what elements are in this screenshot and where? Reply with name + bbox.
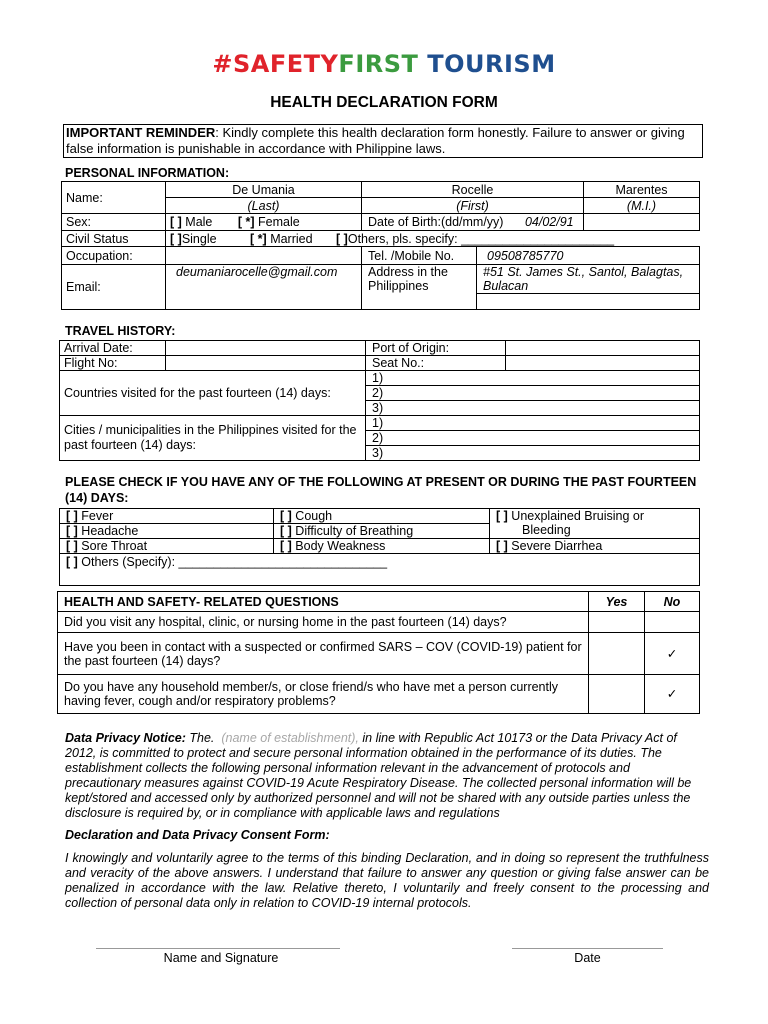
first-name-field[interactable]: Rocelle (362, 182, 584, 198)
symptom-sore-throat[interactable] (60, 539, 274, 554)
privacy-label: Data Privacy Notice: (65, 731, 186, 745)
address-extra-line[interactable] (477, 294, 700, 310)
travel-history-heading: TRAVEL HISTORY: (65, 324, 176, 338)
privacy-the: The. (185, 731, 215, 745)
port-origin-field[interactable] (506, 341, 700, 356)
weakness-checkbox[interactable]: [ ] (280, 539, 292, 553)
no-column-header: No (645, 592, 700, 612)
date-label: Date (574, 951, 601, 965)
male-checkbox[interactable]: [ ] (170, 215, 182, 229)
yes-column-header: Yes (589, 592, 645, 612)
travel-history-table (59, 340, 700, 461)
name-signature-line[interactable] (96, 948, 340, 949)
last-caption: (Last) (166, 198, 362, 214)
symptoms-table (59, 508, 700, 586)
city-2-field[interactable]: 2) (366, 431, 700, 446)
bruising-label: Unexplained Bruising or (507, 509, 645, 523)
diarrhea-checkbox[interactable]: [ ] (496, 539, 508, 553)
reminder-text: : Kindly complete this health declaration form honestly. Failure to answer or giving false information is punishable in accordance with Philippine laws. (66, 125, 685, 156)
q3-checkmark-icon: ✓ (666, 687, 678, 701)
middle-name-field[interactable]: Marentes (584, 182, 700, 198)
q3-yes-cell[interactable] (589, 675, 645, 714)
fever-checkbox[interactable]: [ ] (66, 509, 78, 523)
date-line[interactable] (512, 948, 663, 949)
breathing-label: Difficulty of Breathing (291, 524, 414, 538)
civil-status-label: Civil Status (62, 231, 166, 247)
form-title: HEALTH DECLARATION FORM (270, 94, 498, 111)
headache-checkbox[interactable]: [ ] (66, 524, 78, 538)
personal-info-table (61, 181, 700, 310)
sore-throat-label: Sore Throat (77, 539, 148, 553)
married-label: Married (266, 231, 313, 246)
seat-no-label: Seat No.: (366, 356, 506, 371)
safety-first-tourism-logo (0, 50, 768, 78)
country-2-field[interactable]: 2) (366, 386, 700, 401)
symptom-bruising[interactable] (490, 509, 700, 539)
tel-label: Tel. /Mobile No. (362, 247, 477, 265)
country-1-field[interactable]: 1) (366, 371, 700, 386)
sex-options (166, 214, 362, 231)
dob-field[interactable]: 04/02/91 (524, 215, 574, 229)
symptom-body-weakness[interactable] (274, 539, 490, 554)
q3-no-cell[interactable] (645, 675, 700, 714)
seat-no-field[interactable] (506, 356, 700, 371)
bleeding-label: Bleeding (522, 523, 571, 537)
city-3-field[interactable]: 3) (366, 446, 700, 461)
email-field[interactable]: deumaniarocelle@gmail.com (166, 265, 362, 310)
personal-info-heading: PERSONAL INFORMATION: (65, 166, 230, 180)
q1-yes-cell[interactable] (589, 612, 645, 633)
others-label: Others, pls. specify: ______________________ (347, 231, 615, 246)
question-1: Did you visit any hospital, clinic, or nursing home in the past fourteen (14) days? (58, 612, 589, 633)
occupation-field[interactable] (166, 247, 362, 265)
symptom-cough[interactable] (274, 509, 490, 524)
single-checkbox[interactable]: [ ] (170, 231, 182, 246)
single-label: Single (181, 231, 217, 246)
question-2: Have you been in contact with a suspected or confirmed SARS – COV (COVID-19) patient for the past fourteen (14) days? (58, 633, 589, 675)
symptom-breathing[interactable] (274, 524, 490, 539)
cough-label: Cough (291, 509, 333, 523)
occupation-label: Occupation: (62, 247, 166, 265)
q1-no-cell[interactable] (645, 612, 700, 633)
country-3-field[interactable]: 3) (366, 401, 700, 416)
declaration-heading: Declaration and Data Privacy Consent Form: (65, 828, 330, 842)
symptom-headache[interactable] (60, 524, 274, 539)
dob-cell (362, 214, 584, 231)
male-label: Male (181, 215, 213, 229)
data-privacy-notice (65, 731, 709, 821)
health-questions-table (57, 591, 700, 714)
q2-checkmark-icon: ✓ (666, 646, 678, 661)
headache-label: Headache (77, 524, 139, 538)
question-3: Do you have any household member/s, or close friend/s who have met a person currently having fever, cough and/or respiratory problems? (58, 675, 589, 714)
port-origin-label: Port of Origin: (366, 341, 506, 356)
cough-checkbox[interactable]: [ ] (280, 509, 292, 523)
dob-extra-cell (584, 214, 700, 231)
name-label: Name: (62, 182, 166, 214)
symptom-diarrhea[interactable] (490, 539, 700, 554)
others-checkbox[interactable]: [ ] (336, 231, 348, 246)
bruising-checkbox[interactable]: [ ] (496, 509, 508, 523)
dob-label: Date of Birth:(dd/mm/yy) (368, 215, 504, 229)
first-caption: (First) (362, 198, 584, 214)
last-name-field[interactable]: De Umania (166, 182, 362, 198)
arrival-date-field[interactable] (166, 341, 366, 356)
cities-visited-label: Cities / municipalities in the Philippines visited for the past fourteen (14) days: (60, 416, 366, 461)
weakness-label: Body Weakness (291, 539, 386, 553)
diarrhea-label: Severe Diarrhea (507, 539, 603, 553)
logo-part-first: FIRST (338, 50, 419, 78)
address-label: Address in the Philippines (362, 265, 477, 310)
mi-caption: (M.I.) (584, 198, 700, 214)
logo-part-safety: #SAFETY (212, 50, 339, 78)
important-reminder-box (63, 124, 703, 158)
flight-no-label: Flight No: (60, 356, 166, 371)
symptom-others[interactable] (60, 554, 700, 586)
address-field[interactable]: #51 St. James St., Santol, Balagtas, Bulacan (477, 265, 700, 294)
q2-yes-cell[interactable] (589, 633, 645, 675)
married-checkbox[interactable]: [ *] (250, 231, 267, 246)
female-label: Female (254, 215, 300, 229)
others-symptom-label: Others (Specify): ______________________________ (77, 555, 388, 569)
symptom-fever[interactable] (60, 509, 274, 524)
arrival-date-label: Arrival Date: (60, 341, 166, 356)
civil-status-options (166, 231, 700, 247)
sex-label: Sex: (62, 214, 166, 231)
countries-visited-label: Countries visited for the past fourteen (14) days: (60, 371, 366, 416)
city-1-field[interactable]: 1) (366, 416, 700, 431)
fever-label: Fever (77, 509, 114, 523)
privacy-body: in line with Republic Act 10173 or the Data Privacy Act of 2012, is committed to protect and secure personal information obtained in the performance of its duties. The establishment collects the following personal information relevant in the advancement of protocols and precautionary measures against COVID-19 Acute Respiratory Disease. The collected personal information will be kept/stored and accessed only by authorized personnel and will not be shared with any outside parties unless the disclosure is required by, or in compliance with applicable laws and regulations (65, 731, 692, 820)
email-label: Email: (62, 265, 166, 310)
logo-part-tourism: TOURISM (418, 50, 556, 78)
female-checkbox[interactable]: [ *] (237, 215, 255, 229)
questions-heading: HEALTH AND SAFETY- RELATED QUESTIONS (58, 592, 589, 612)
q2-no-cell[interactable] (645, 633, 700, 675)
flight-no-field[interactable] (166, 356, 366, 371)
others-symptom-checkbox[interactable]: [ ] (66, 555, 78, 569)
symptoms-heading: PLEASE CHECK IF YOU HAVE ANY OF THE FOLLOWING AT PRESENT OR DURING THE PAST FOURTEEN (14) DAYS: (65, 475, 697, 505)
sore-throat-checkbox[interactable]: [ ] (66, 539, 78, 553)
declaration-body: I knowingly and voluntarily agree to the terms of this binding Declaration, and in doing so represent the truthfulness and veracity of the above answers. I understand that failure to answer any question or giving false answer can be penalized in accordance with the law. Relative thereto, I voluntarily and freely consent to the processing and collection of personal data only in relation to COVID-19 internal protocols. (65, 851, 709, 910)
breathing-checkbox[interactable]: [ ] (280, 524, 292, 538)
reminder-label: IMPORTANT REMINDER (66, 125, 216, 140)
establishment-placeholder: (name of establishment), (221, 731, 359, 745)
tel-field[interactable]: 09508785770 (477, 247, 700, 265)
name-signature-label: Name and Signature (163, 951, 279, 965)
